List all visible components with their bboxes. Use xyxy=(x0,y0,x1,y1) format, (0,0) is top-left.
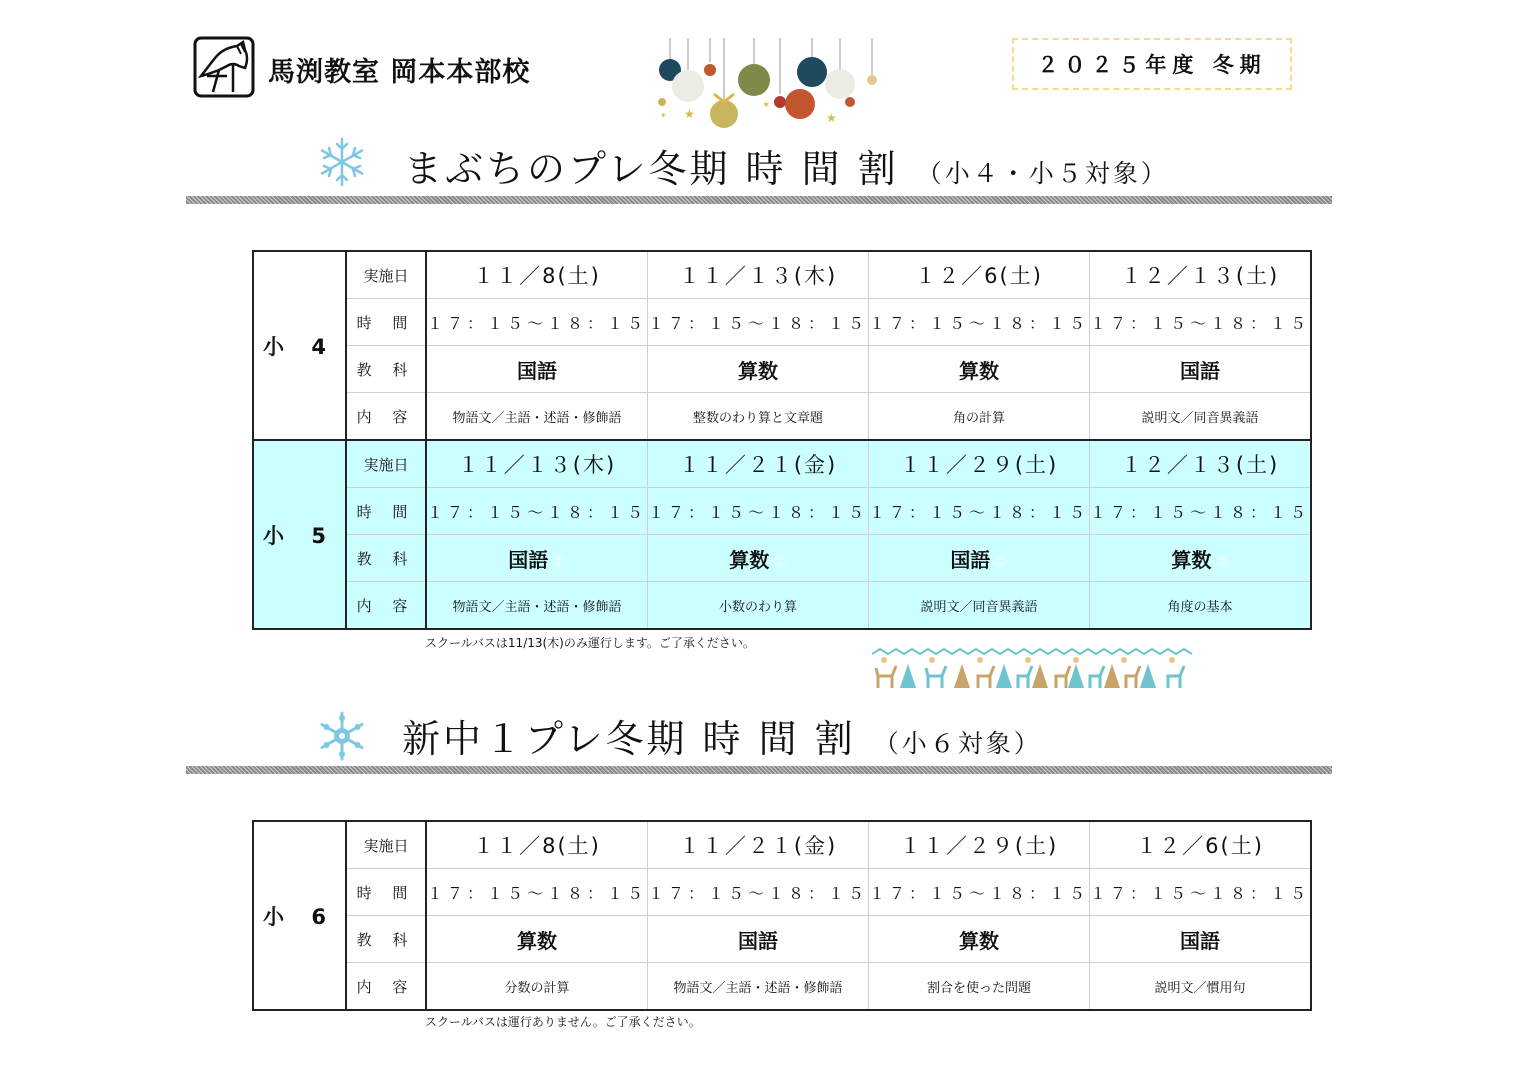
snowflake-icon xyxy=(316,136,368,188)
table-row xyxy=(253,535,1311,582)
table-row xyxy=(253,251,1311,299)
content-cell: 説明文／同音異義語 xyxy=(1141,410,1259,426)
time-cell: １７：１５〜１８：１５ xyxy=(869,883,1090,903)
term-label: ２０２５年度 冬期 xyxy=(1037,53,1267,77)
table-row xyxy=(253,346,1311,393)
section2-title-text: 新中１プレ冬期 時 間 割 xyxy=(402,717,856,761)
subject-cell: 国語 xyxy=(950,547,991,572)
table-row xyxy=(253,916,1311,963)
content-cell: 小数のわり算 xyxy=(719,599,798,615)
section2-bus-note: スクールバスは運行ありません。ご了承ください。 xyxy=(425,1015,701,1029)
session-number-mark: ① xyxy=(552,552,566,571)
grade-label: 小 4 xyxy=(253,251,346,440)
date-cell: １１／8(土) xyxy=(473,264,601,288)
subject-cell: 国語 xyxy=(738,928,779,953)
row-label-subject: 教 科 xyxy=(346,535,426,582)
subject-cell: 算数 xyxy=(959,928,1000,953)
section1-title-text: まぶちのプレ冬期 時 間 割 xyxy=(404,147,899,191)
section1-timetable xyxy=(252,250,1312,630)
subject-cell: 算数 xyxy=(738,358,779,383)
time-cell: １７：１５〜１８：１５ xyxy=(648,883,869,903)
content-cell: 物語文／主語・述語・修飾語 xyxy=(452,599,622,615)
time-cell: １７：１５〜１８：１５ xyxy=(427,313,648,333)
content-cell: 分数の計算 xyxy=(504,980,570,996)
subject-cell: 国語 xyxy=(1180,928,1221,953)
table-row xyxy=(253,582,1311,630)
time-cell: １７：１５〜１８：１５ xyxy=(648,502,869,522)
svg-text:✶: ✶ xyxy=(762,100,771,111)
date-cell: １１／１３(木) xyxy=(678,264,838,288)
section1-bus-note: スクールバスは11/13(木)のみ運行します。ご了承ください。 xyxy=(425,636,755,650)
time-cell: １７：１５〜１８：１５ xyxy=(869,502,1090,522)
row-label-date: 実施日 xyxy=(346,440,426,488)
content-cell: 角度の基本 xyxy=(1167,599,1233,615)
subject-cell: 国語 xyxy=(508,547,549,572)
svg-text:★: ★ xyxy=(826,111,837,125)
row-label-time: 時 間 xyxy=(346,488,426,535)
snowflake-icon xyxy=(316,710,368,762)
table-row xyxy=(253,440,1311,488)
row-label-content: 内 容 xyxy=(346,582,426,630)
row-label-date: 実施日 xyxy=(346,821,426,869)
christmas-ornaments-icon xyxy=(650,38,890,130)
subject-cell: 算数 xyxy=(1171,547,1212,572)
school-name: 馬渕教室 岡本本部校 xyxy=(268,57,531,88)
subject-cell: 算数 xyxy=(729,547,770,572)
section2-timetable xyxy=(252,820,1312,1011)
time-cell: １７：１５〜１８：１５ xyxy=(427,883,648,903)
subject-cell: 国語 xyxy=(1180,358,1221,383)
time-cell: １７：１５〜１８：１５ xyxy=(1090,883,1311,903)
table-row xyxy=(253,393,1311,441)
nordic-reindeer-pattern-icon xyxy=(872,648,1194,692)
date-cell: １１／２９(土) xyxy=(899,453,1059,477)
time-cell: １７：１５〜１８：１５ xyxy=(427,502,648,522)
time-cell: １７：１５〜１８：１５ xyxy=(1090,502,1311,522)
date-cell: １２／１３(土) xyxy=(1120,453,1280,477)
date-cell: １２／１３(土) xyxy=(1120,264,1280,288)
grade-label: 小 6 xyxy=(253,821,346,1010)
row-label-time: 時 間 xyxy=(346,299,426,346)
row-label-date: 実施日 xyxy=(346,251,426,299)
date-cell: １１／２９(土) xyxy=(899,834,1059,858)
date-cell: １１／１３(木) xyxy=(457,453,617,477)
table-row xyxy=(253,821,1311,869)
section1-title xyxy=(404,138,1169,193)
date-cell: １２／6(土) xyxy=(915,264,1043,288)
svg-text:✶: ✶ xyxy=(660,111,667,120)
subject-cell: 算数 xyxy=(517,928,557,953)
svg-text:★: ★ xyxy=(684,107,695,121)
table-row xyxy=(253,299,1311,346)
date-cell: １１／２１(金) xyxy=(678,453,838,477)
session-number-mark: ① xyxy=(773,552,787,571)
section1-subtitle: （小４・小５対象） xyxy=(916,159,1169,188)
table-row xyxy=(253,963,1311,1011)
term-box xyxy=(1012,38,1292,90)
row-label-content: 内 容 xyxy=(346,393,426,441)
session-number-mark: ② xyxy=(994,552,1008,571)
subject-cell: 算数 xyxy=(959,358,1000,383)
grade-label: 小 5 xyxy=(253,440,346,629)
subject-cell: 国語 xyxy=(517,358,557,383)
section1-divider xyxy=(186,196,1332,204)
date-cell: １１／8(土) xyxy=(473,834,601,858)
content-cell: 説明文／慣用句 xyxy=(1154,980,1246,996)
horse-logo-icon xyxy=(193,36,255,98)
content-cell: 説明文／同音異義語 xyxy=(920,599,1038,615)
content-cell: 整数のわり算と文章題 xyxy=(693,410,824,426)
date-cell: １２／6(土) xyxy=(1136,834,1264,858)
content-cell: 角の計算 xyxy=(953,410,1006,426)
time-cell: １７：１５〜１８：１５ xyxy=(869,313,1090,333)
row-label-subject: 教 科 xyxy=(346,916,426,963)
content-cell: 物語文／主語・述語・修飾語 xyxy=(673,980,843,996)
section2-subtitle: （小６対象） xyxy=(873,729,1042,758)
session-number-mark: ② xyxy=(1215,552,1229,571)
date-cell: １１／２１(金) xyxy=(678,834,838,858)
content-cell: 割合を使った問題 xyxy=(927,980,1032,996)
row-label-time: 時 間 xyxy=(346,869,426,916)
section2-title xyxy=(402,708,1042,763)
row-label-content: 内 容 xyxy=(346,963,426,1011)
table-row xyxy=(253,869,1311,916)
section2-divider xyxy=(186,766,1332,774)
content-cell: 物語文／主語・述語・修飾語 xyxy=(452,410,622,426)
time-cell: １７：１５〜１８：１５ xyxy=(648,313,869,333)
time-cell: １７：１５〜１８：１５ xyxy=(1090,313,1311,333)
table-row xyxy=(253,488,1311,535)
row-label-subject: 教 科 xyxy=(346,346,426,393)
